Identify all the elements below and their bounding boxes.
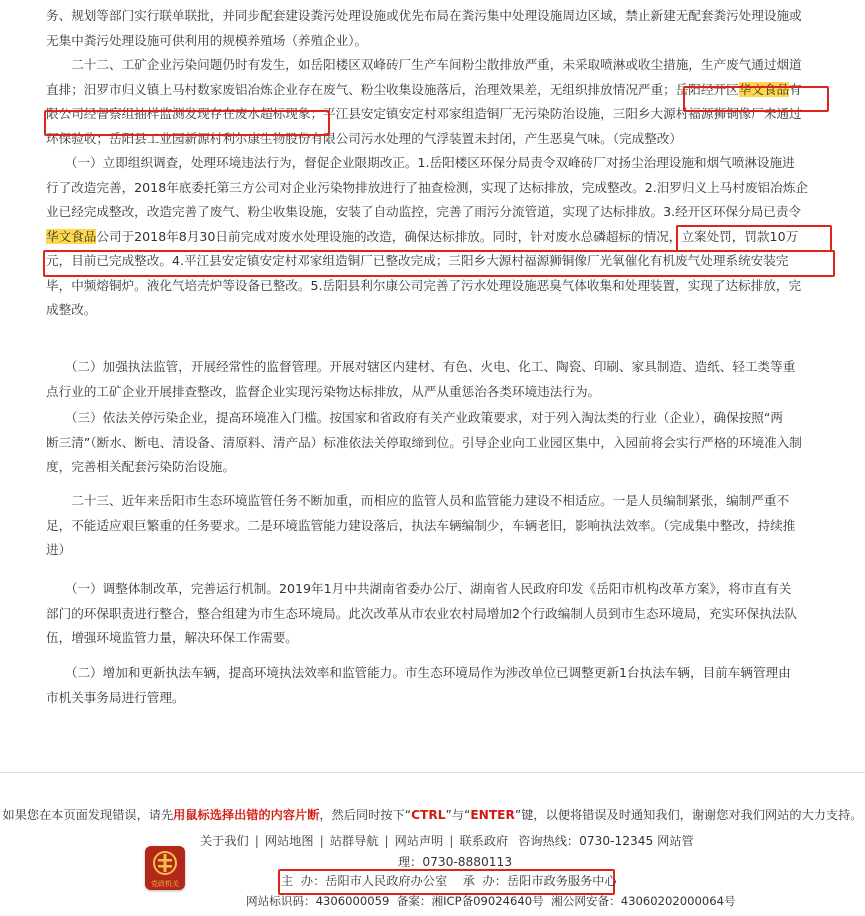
notice-text: ”与“ (445, 808, 471, 822)
line-text: 市机关事务局进行管理。 (46, 689, 185, 705)
line-text: 务、规划等部门实行联单联批，并同步配套建设粪污处理设施或优先布局在粪污集中处理设施周边区域，禁止新建无配套粪污处理设施或 (46, 8, 802, 23)
notice-key-enter: ENTER (470, 808, 515, 822)
line-text: 平江县安定镇安定村邓家组造铜厂无污染防治设施，三阳乡大源村福源狮铜像厂未通过 (323, 106, 802, 121)
paragraph-line (46, 274, 822, 299)
line-text: 足，不能适应艰巨繁重的任务要求。二是环境监管能力建设落后，执法车辆编制少，车辆老旧，影响执法效率。（完成集中整改，持续推 (46, 517, 796, 533)
line-text: 公司于2018年8月30日前完成对废水处理设施的改造，确保达标排放。同时，针对废水总磷超标的情况，立案处罚，罚款10万 (96, 228, 799, 244)
paragraph-line (46, 249, 822, 274)
notice-text: 如果您在本页面发现错误，请先 (2, 808, 174, 822)
link-contact-gov[interactable]: 联系政府 (459, 834, 509, 848)
paragraph-line (46, 298, 822, 323)
paragraph-line (46, 355, 822, 380)
link-about-us[interactable]: 关于我们 (200, 834, 249, 848)
host-organizer (281, 872, 617, 889)
paragraph-line (46, 102, 822, 127)
party-government-logo[interactable] (145, 846, 185, 890)
article-paragraph (46, 355, 822, 404)
admin-phone: 理：0730-8880113 (398, 855, 513, 869)
line-text: 毕，中频熔铜炉。液化气培壳炉等设备已整改。5.岳阳县利尔康公司完善了污水处理设施恶臭气体收集和处理装置，实现了达标排放，完 (46, 277, 802, 293)
line-text: 有 (789, 81, 802, 97)
article-paragraph (46, 406, 822, 480)
paragraph-line (46, 53, 822, 78)
notice-emphasis: 用鼠标选择出错的内容片断 (173, 808, 320, 822)
paragraph-line (46, 29, 822, 54)
line-text: 行了改造完善，2018年底委托第三方公司对企业污染物排放进行了抽查检测，实现了达标排放，完成整改。2.汨罗归义上马村废铝冶炼企 (46, 179, 808, 195)
link-site-group[interactable]: 站群导航 (329, 834, 379, 848)
line-text: 经开区环保分局已责令 (675, 204, 802, 219)
logo-emblem-icon (145, 846, 185, 890)
article-paragraph (46, 577, 822, 651)
paragraph-line (46, 151, 822, 176)
line-text: （三）依法关停污染企业，提高环境准入门槛。按国家和省政府有关产业政策要求，对于列入淘汰类的行业（企业），确保按照“两 (46, 410, 783, 425)
link-statement[interactable]: 网站声明 (394, 834, 444, 848)
line-text: 伍，增强环境监管力量，解决环保工作需要。 (46, 630, 298, 645)
article-paragraph (46, 151, 822, 323)
article-paragraph (46, 489, 822, 563)
article-paragraph (46, 53, 822, 151)
article-paragraph (46, 4, 822, 53)
paragraph-line (46, 686, 822, 711)
line-text: 二十三、近年来岳阳市生态环境监管任务不断加重，而相应的监管人员和监管能力建设不相适应。一是人员编制紧张，编制严重不 (46, 493, 790, 508)
article-paragraph (46, 661, 822, 710)
paragraph-line (46, 489, 822, 514)
notice-key-ctrl: CTRL (411, 808, 446, 822)
paragraph-line (46, 176, 822, 201)
line-text: 无集中粪污处理设施可供利用的规模养殖场（养殖企业）。 (46, 32, 368, 48)
paragraph-line (46, 431, 822, 456)
line-text: 限公司经督察组抽样监测发现存在废水超标现象； (46, 106, 324, 121)
paragraph-line (46, 78, 822, 103)
line-text: 进） (46, 542, 72, 557)
icp-record: 网站标识码：4306000059 备案：湘ICP备09024640号 湘公网安备：43060202000064号 (246, 894, 736, 908)
logo-text: 党政机关 (151, 880, 179, 888)
footer-divider (0, 772, 865, 773)
paragraph-line (46, 661, 822, 686)
paragraph-line (46, 406, 822, 431)
line-text: 直排；汨罗市归义镇上马村数家废铝冶炼企业存在废气、粉尘收集设施落后，治理效果差，无组织排放情况严重； (46, 81, 676, 97)
host-text: 主 办：岳阳市人民政府办公室 承 办：岳阳市政务服务中心 (281, 874, 617, 888)
paragraph-line (46, 602, 822, 627)
paragraph-line (46, 455, 822, 480)
paragraph-line (46, 127, 822, 152)
line-text: 业已经完成整改，改造完善了废气、粉尘收集设施，安装了自动监控，完善了雨污分流管道，实现了达标排放。3. (46, 204, 676, 219)
paragraph-line (46, 626, 822, 651)
paragraph-line (46, 200, 822, 225)
line-text: （一）立即组织调查，处理环境违法行为，督促企业限期改正。1.岳阳楼区环保分局责令双峰砖厂对扬尘治理设施和烟气喷淋设施进 (46, 155, 795, 170)
paragraph-line (46, 380, 822, 405)
line-text: （一）调整体制改革，完善运行机制。2019年1月中共湖南省委办公厅、湖南省人民政府印发《岳阳市机构改革方案》，将市直有关 (46, 581, 792, 596)
line-text: 度，完善相关配套污染防治设施。 (46, 459, 235, 474)
line-text: 岳阳经开区 (675, 81, 739, 97)
highlighted-keyword: 华文食品 (738, 81, 790, 97)
line-text: （二）增加和更新执法车辆，提高环境执法效率和监管能力。市生态环境局作为涉改单位已调整更新1台执法车辆，目前车辆管理由 (46, 665, 791, 680)
paragraph-line (46, 4, 822, 29)
error-report-notice (0, 806, 865, 823)
line-text: 点行业的工矿企业开展排查整改，监督企业实现污染物达标排放，从严从重惩治各类环境违法行为。 (46, 383, 601, 399)
link-sitemap[interactable]: 网站地图 (264, 834, 314, 848)
notice-text: ”键，以便将错误及时通知我们，谢谢您对我们网站的大力支持。 (514, 808, 863, 822)
line-text: 元，目前已完成整改。4.平江县安定镇安定村邓家组造铜厂已整改完成；三阳乡大源村福源狮铜像厂光氧催化有机废气处理系统安装完 (46, 253, 789, 268)
line-text: 二十二、工矿企业污染问题仍时有发生，如岳阳楼区双峰砖厂生产车间粉尘散排放严重，未采取喷淋或收尘措施，生产废气通过烟道 (46, 57, 802, 72)
line-text: 环保验收；岳阳县工业园新源村利尔康生物股份有限公司污水处理的气浮装置未封闭，产生恶臭气味。（完成整改） (46, 130, 682, 146)
paragraph-line (46, 538, 822, 563)
paragraph-line (46, 577, 822, 602)
paragraph-line (46, 225, 822, 250)
notice-text: ，然后同时按下“ (319, 808, 412, 822)
paragraph-line (46, 514, 822, 539)
hotline-text: 咨询热线：0730-12345 网站管 (518, 834, 694, 848)
line-text: 断三清”（断水、断电、清设备、清原料、清产品）标准依法关停取缔到位。引导企业向工业园区集中，入园前将会实行严格的环境准入制 (46, 434, 802, 450)
footer-links: 关于我们 | 网站地图 | 站群导航 | 网站声明 | 联系政府 咨询热线：0730-12345 网站管 (200, 834, 694, 848)
line-text: 成整改。 (46, 302, 97, 317)
line-text: （二）加强执法监管，开展经常性的监督管理。开展对辖区内建材、有色、火电、化工、陶瓷、印刷、家具制造、造纸、轻工类等重 (46, 359, 796, 374)
highlighted-keyword: 华文食品 (46, 228, 97, 244)
line-text: 部门的环保职责进行整合，整合组建为市生态环境局。此次改革从市农业农村局增加2个行政编制人员到市生态环境局，充实环保执法队 (46, 605, 798, 621)
